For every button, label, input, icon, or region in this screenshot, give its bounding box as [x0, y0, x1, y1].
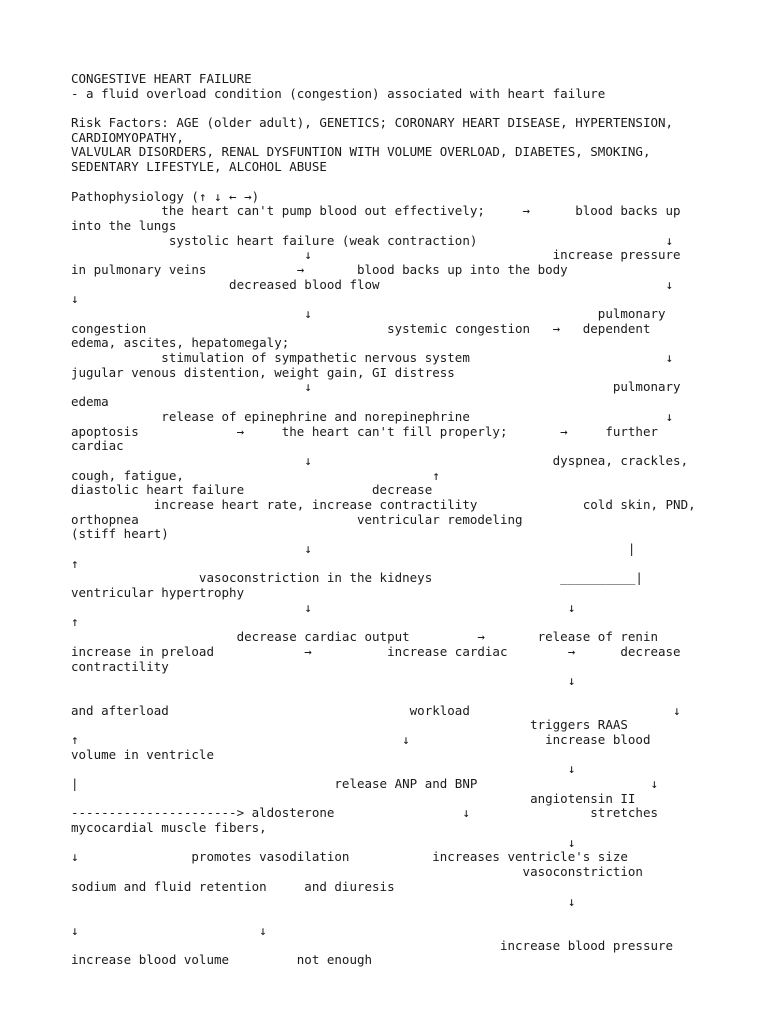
text-line: congestion systemic congestion → dependent [71, 320, 651, 336]
text-line: triggers RAAS [71, 717, 628, 733]
text-line: volume in ventricle [71, 746, 214, 762]
text-line: contractility [71, 658, 169, 674]
text-line: ↓ ↓ [71, 922, 267, 938]
text-line: cough, fatigue, ↑ [71, 467, 440, 483]
text-line: ↑ [71, 614, 79, 630]
text-line: VALVULAR DISORDERS, RENAL DYSFUNTION WITH VOLUME OVERLOAD, DIABETES, SMOKING, [71, 144, 651, 160]
text-line: ↓ promotes vasodilation increases ventricle's size [71, 849, 628, 865]
text-line: Pathophysiology (↑ ↓ ← →) [71, 188, 260, 204]
text-line: ↓ ↓ [71, 599, 576, 615]
text-line: jugular venous distention, weight gain, GI distress [71, 364, 455, 380]
text-line: ----------------------> aldosterone ↓ stretches [71, 805, 658, 821]
text-line: the heart can't pump blood out effectively; → blood backs up [71, 203, 681, 219]
text-line [71, 101, 711, 116]
text-line: (stiff heart) [71, 526, 169, 542]
text-line: sodium and fluid retention and diuresis [71, 878, 395, 894]
text-line: into the lungs [71, 217, 177, 233]
text-line: edema, ascites, hepatomegaly; [71, 335, 290, 351]
text-line: increase blood volume not enough [71, 952, 373, 968]
text-line: mycocardial muscle fibers, [71, 820, 267, 836]
text-line: release of epinephrine and norepinephrine ↓ [71, 408, 674, 424]
text-line: decreased blood flow ↓ [71, 276, 674, 292]
text-line: stimulation of sympathetic nervous system ↓ [71, 350, 674, 366]
text-line: apoptosis → the heart can't fill properly; → further [71, 423, 658, 439]
text-line: ventricular hypertrophy [71, 585, 245, 601]
text-line: in pulmonary veins → blood backs up into the body [71, 261, 568, 277]
text-line: orthopnea ventricular remodeling [71, 511, 523, 527]
text-line [71, 909, 711, 924]
text-line: decrease cardiac output → release of renin [71, 629, 658, 645]
text-line: ↓ [71, 893, 576, 909]
text-line: ↓ | [71, 541, 636, 556]
text-line: systolic heart failure (weak contraction) ↓ [71, 232, 674, 248]
text-line: ↓ [71, 834, 576, 850]
text-line: cardiac [71, 438, 124, 454]
text-line: ↓ pulmonary [71, 379, 681, 395]
text-line: - a fluid overload condition (congestion) associated with heart failure [71, 85, 606, 101]
text-line: increase heart rate, increase contractility cold skin, PND, [71, 496, 696, 512]
text-line: ↑ ↓ increase blood [71, 731, 651, 747]
text-line: diastolic heart failure decrease [71, 482, 433, 498]
text-line [71, 175, 711, 190]
text-line: increase in preload → increase cardiac → decrease [71, 643, 681, 659]
text-line: edema [71, 394, 109, 410]
text-line: ↓ [71, 291, 79, 307]
text-line [71, 689, 711, 704]
text-line: ↓ [71, 673, 576, 689]
text-line: ↓ increase pressure [71, 247, 681, 263]
text-line: SEDENTARY LIFESTYLE, ALCOHOL ABUSE [71, 159, 327, 175]
text-line: | release ANP and BNP ↓ [71, 776, 658, 791]
text-line: vasoconstriction [71, 864, 643, 880]
text-line: vasoconstriction in the kidneys __________| [71, 570, 643, 586]
text-line: and afterload workload ↓ [71, 702, 681, 718]
document-page [71, 72, 711, 968]
text-line: ↓ [71, 761, 576, 777]
text-line: ↓ dyspnea, crackles, [71, 452, 689, 468]
text-line: CONGESTIVE HEART FAILURE [71, 71, 252, 86]
text-line: Risk Factors: AGE (older adult), GENETICS; CORONARY HEART DISEASE, HYPERTENSION, [71, 115, 674, 131]
text-line: increase blood pressure [71, 937, 674, 953]
text-line: angiotensin II [71, 790, 636, 806]
text-line: CARDIOMYOPATHY, [71, 129, 184, 145]
text-line: ↑ [71, 555, 79, 571]
text-line: ↓ pulmonary [71, 306, 666, 321]
